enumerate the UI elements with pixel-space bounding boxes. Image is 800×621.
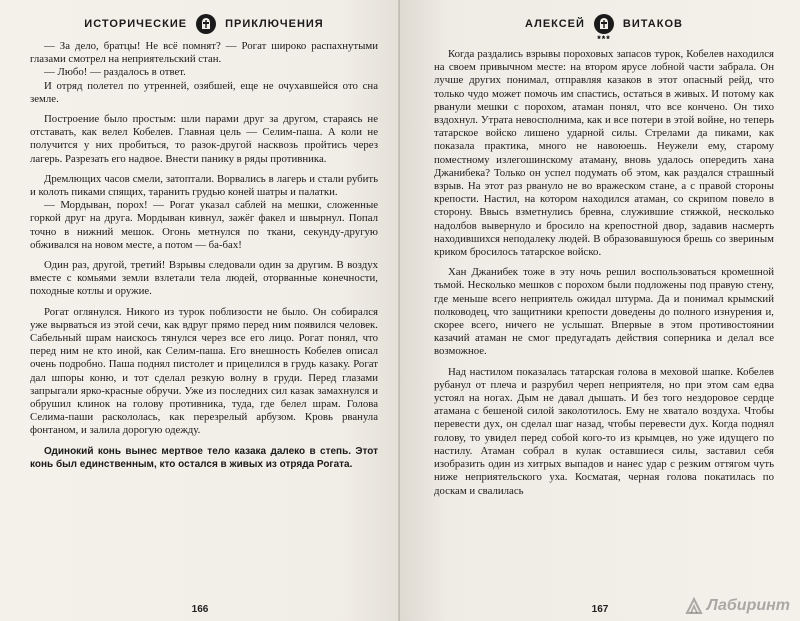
section-break-mark: ***	[597, 34, 611, 44]
left-running-head	[30, 8, 378, 40]
knight-emblem-icon	[593, 13, 615, 35]
paragraph: — Мордыван, порох! — Рогат указал саблей на мешки, сложенные горкой друг на друга. Мордыван кивнул, зажёг факел и швырнул. Попал точно в нижний мешок. Огонь метнулся по ткани, секунду-другую обживался на новом месте, а потом — ба-бах!	[30, 199, 378, 251]
right-page	[400, 0, 800, 621]
watermark-text: Лабиринт	[706, 597, 790, 614]
paragraph: Над настилом показалась татарская голова в меховой шапке. Кобелев рубанул от плеча и разрубил череп неприятеля, но при этом сам едва устоял на ногах. Дым не давал дышать. И без того нездоровое сердце атамана с бешеной силой заколотилось. Ему не хватало воздуха. Чтобы перевести дух, он сделал шаг назад, чтобы перевести дух. Когда поднял голову, то увидел перед собой кого-то из крымцев, но уже идущего по настилу. Атаман собрал в кулак оставшиеся силы, заставил себя изобразить один из хитрых выпадов и нанес удар с резким оттягом чуть ниже неприятельского уха. Косматая, черная голова покатилась по доскам и свалилась	[434, 365, 774, 497]
labirint-watermark	[685, 597, 790, 615]
right-page-number: 167	[591, 604, 609, 615]
paragraph: — Любо! — раздалось в ответ.	[44, 66, 186, 79]
knight-emblem-icon	[195, 13, 217, 35]
labirint-logo-icon	[685, 597, 703, 615]
left-header-left: ИСТОРИЧЕСКИЕ	[84, 18, 188, 30]
paragraph: И отряд полетел по утренней, озябшей, еще не очухавшейся ото сна земле.	[30, 79, 378, 105]
paragraph: Один раз, другой, третий! Взрывы следовали один за другим. В воздух вместе с комьями земли взлетали тела людей, оторванные конечности, походные котлы и оружие.	[30, 259, 378, 298]
left-body-text	[30, 40, 378, 471]
right-header-right: ВИТАКОВ	[622, 18, 683, 30]
closing-paragraph: Одинокий конь вынес мертвое тело казака далеко в степь. Этот конь был единственным, кто остался в живых из отряда Рогата.	[30, 445, 378, 470]
left-page-number: 166	[191, 604, 209, 615]
right-body-text	[434, 48, 774, 498]
right-header-left: АЛЕКСЕЙ	[525, 18, 585, 30]
paragraph: Когда раздались взрывы пороховых запасов турок, Кобелев находился на своем привычном месте: на втором ярусе лобной части забрала. Он лучше других понимал, отправляя казаков в этот опасный рейд, что только чудо может помочь им спастись, остаться в живых. И потому как рванули мешки с порохом, атаман понял, что все кончено. Он тихо вздохнул. Утрата невосполнима, как и все потери в этой войне, но теперь татарское войско лишено ударной силы. Стрелами да пиками, как показала практика, много не навоюешь. Неужели ему, старому поместному излегошинскому атаману, вновь удалось опередить хана Джанибека? Только он успел подумать об этом, как раздался страшный взрыв. На этот раз рвануло не во вражеском стане, а с правой стороны крепости. Настил, на котором находился атаман, со скрипом повело в сторону. Ввысь взметнулись бревна, служившие стяжкой, несколько надолбов вывернуло и бросило на крепостной двор, задавив насмерть находившихся неподалеку людей. В образовавшуюся брешь со звериным криком бросилось татарское войско.	[434, 48, 774, 259]
paragraph: Дремлющих часов смели, затоптали. Ворвались в лагерь и стали рубить и колоть пиками спящих, таранить грудью коней шатры и палатки.	[30, 172, 378, 199]
paragraph: Хан Джанибек тоже в эту ночь решил воспользоваться кромешной тьмой. Несколько мешков с порохом были подложены под правую стену, где меньше всего неприятель ожидал штурма. Да и понимал крымский полководец, что защитники крепости доведены до полного изнурения и, скорее всего, ничего не услышат. Впервые в этом противостоянии казачий атаман не смог предугадать действия соперника и делал все возможное.	[434, 266, 774, 358]
paragraph: — За дело, братцы! Не всё помнят? — Рогат широко распахнутыми глазами смотрел на неприятельский стан.	[30, 40, 378, 66]
left-header-right: ПРИКЛЮЧЕНИЯ	[225, 18, 324, 30]
paragraph: Рогат оглянулся. Никого из турок поблизости не было. Он собирался уже вырваться из этой сечи, как вдруг прямо перед ним появился человек. Сабельный шрам наискось тянулся через все его лицо. Рогат понял, что перед ним не кто иной, как Селим-паша. Его внешность Кобелев описал очень подробно. Паша поднял пистолет и прицелился в грудь казаку. Рогат дал шпоры коню, и тот сделал резкую волну в груди. Перед глазами запрыгали ярко-красные обручи. Уже из последних сил казак замахнулся и обрушил клинок на голову противника, туда, где белел шрам. Голова Селима-паши раскололась, как перезрелый арбузом. Кровь рванула фонтаном, и залила дорогую одежду.	[30, 305, 378, 437]
paragraph: Построение было простым: шли парами друг за другом, стараясь не отставать, как велел Кобелев. Главная цель — Селим-паша. А коли не получится у них пробиться, то разок-другой насквозь пройтись через лагерь. Разрезать его надвое. Внести панику в ряды противника.	[30, 113, 378, 165]
